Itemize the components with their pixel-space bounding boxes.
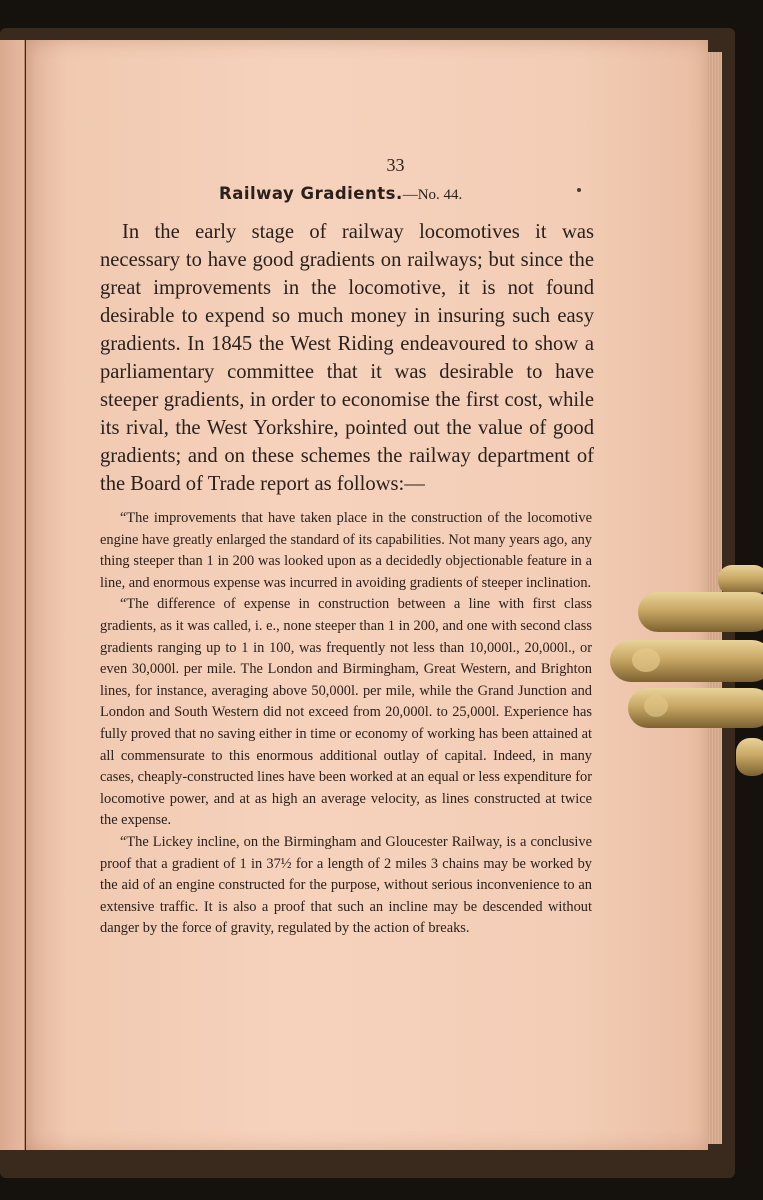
lead-text [100, 218, 594, 498]
page-heading [219, 184, 462, 204]
left-page-edge [0, 40, 25, 1150]
page-number: 33 [386, 155, 405, 175]
quoted-report [100, 508, 592, 940]
quote-paragraph-3: “The Lickey incline, on the Birmingham and Gloucester Railway, is a conclusive proof that a gradient of 1 in 37½ for a length of 2 miles 3 chains may be worked by the aid of an engine constructed for the purpose, without serious inconvenience to an extensive traffic. It is also a proof that such an incline may be descended without danger by the force of gravity, regulated by the action of breaks. [100, 833, 592, 937]
quote-paragraph-1: “The improvements that have taken place in the construction of the locomotive engine have greatly enlarged the standard of its capabilities. Not many years ago, any thing steeper than 1 in 200 was looked upon as a decidedly objectionable feature in a line, and enormous expense was incurred in avoiding gradients of steeper inclination. [100, 510, 592, 591]
heading-title: Railway Gradients. [219, 184, 403, 203]
ink-speck [577, 188, 581, 192]
heading-number: —No. 44. [402, 187, 463, 203]
quote-paragraph-2: “The difference of expense in construction between a line with first class gradients, as it was called, i. e., none steeper than 1 in 200, and one with second class gradients ranging up to 1 in 100, was frequently not less than 10,000l., 20,000l., or even 30,000l. per mile. The London and Birmingham, Great Western, and Brighton lines, for instance, averaging above 50,000l. per mile, while the Grand Junction and London and South Western did not exceed from 20,000l. to 25,000l. Experience has fully proved that no saving either in time or economy of working has been attained at all commensurate to this enormous additional outlay of capital. Indeed, in many cases, cheaply-constructed lines have been worked at an equal or less expenditure for locomotive power, and at as high an average velocity, as lines constructed at twice the expense. [100, 596, 592, 829]
brass-hand-page-clip [608, 560, 763, 790]
lead-paragraph: In the early stage of railway locomotives it was necessary to have good gradients on railways; but since the great improvements in the locomotive, it is not found desirable to expend so much money in insuring such easy gradients. In 1845 the West Riding endeavoured to show a parliamentary committee that it was desirable to have steeper gradients, in order to economise the first cost, while its rival, the West Yorkshire, pointed out the value of good gradients; and on these schemes the railway department of the Board of Trade report as follows:— [100, 221, 594, 495]
